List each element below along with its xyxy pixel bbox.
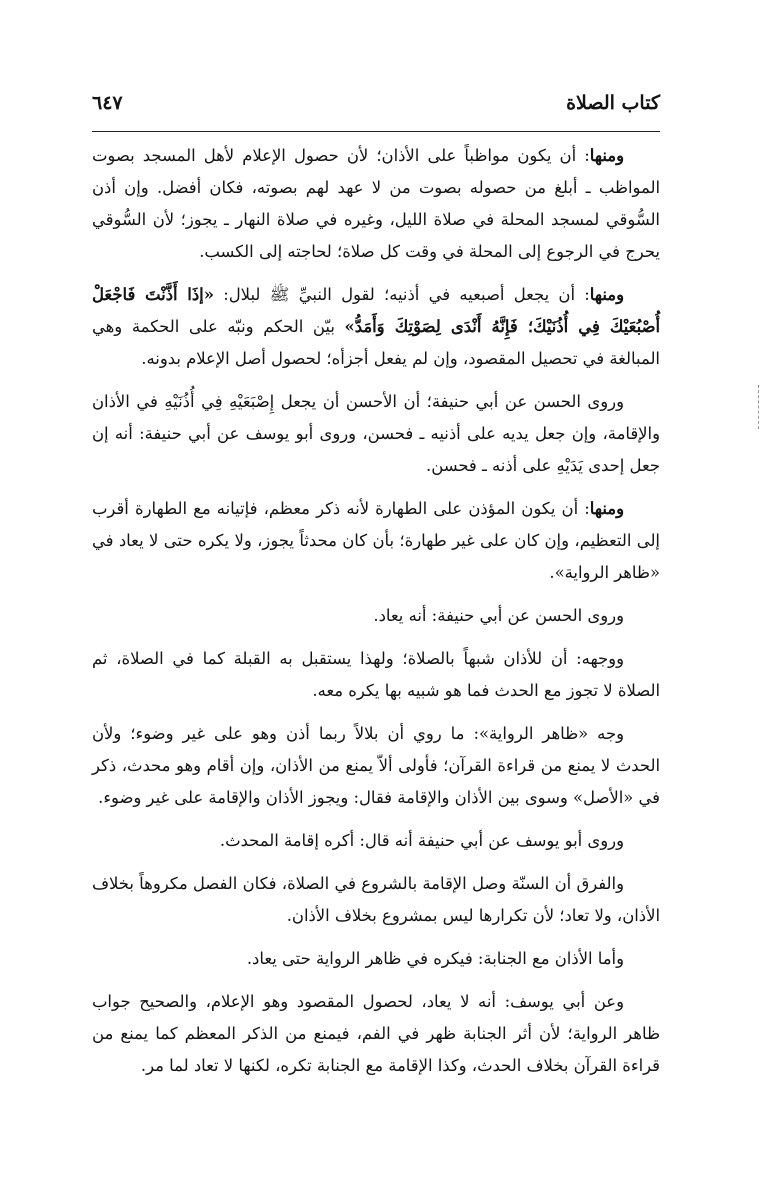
page-header xyxy=(92,88,660,128)
hadith-quote: «إذَا أَذَّنْتَ فَاجْعَلْ أُصْبُعَيْكَ فِي أُذُنَيْكَ؛ فَإِنَّهُ أَنْدَى لِصَوْتِكَ وَأَمَدُّ» xyxy=(92,285,660,336)
paragraph-text: : أن يجعل أصبعيه في أذنيه؛ لقول النبيِّ ﷺ لبلال: xyxy=(213,285,590,304)
page-number: ٦٤٧ xyxy=(92,92,123,114)
header-rule xyxy=(92,131,660,132)
running-title: كتاب الصلاة xyxy=(566,92,660,114)
paragraph-text: وروى الحسن عن أبي حنيفة: أنه يعاد. xyxy=(373,606,624,625)
paragraph-fingers-in-ears xyxy=(92,279,660,375)
paragraph-text: وأما الأذان مع الجنابة: فيكره في ظاهر الرواية حتى يعاد. xyxy=(246,949,624,968)
paragraph-hasan-narration xyxy=(92,386,660,482)
paragraph-abu-yusuf-janaba xyxy=(92,986,660,1082)
paragraph-reasoning xyxy=(92,643,660,707)
paragraph-abu-yusuf-iqama xyxy=(92,825,660,857)
paragraph-text: وروى أبو يوسف عن أبي حنيفة أنه قال: أكره إقامة المحدث. xyxy=(219,831,624,850)
paragraph-distinction xyxy=(92,868,660,932)
paragraph-lead: ومنها xyxy=(589,499,624,518)
paragraph-text: وجه «ظاهر الرواية»: ما روي أن بلالاً ربما أذن وهو على غير وضوء؛ ولأن الحدث لا يمنع من قراءة القرآن؛ فأولى ألاّ يمنع من الأذان، وإن أقام وهو محدث، ذكر في «الأصل» وسوى بين الأذان والإقامة فقال: ويجوز الأذان والإقامة على غير وضوء. xyxy=(92,724,660,807)
paragraph-lead: ومنها xyxy=(589,146,624,165)
paragraph-text: وروى الحسن عن أبي حنيفة؛ أن الأحسن أن يجعل إِصْبَعَيْهِ فِي أُذُنَيْهِ في الأذان والإقامة، وإن جعل يديه على أذنيه ـ فحسن، وروى أبو يوسف عن أبي حنيفة: أنه إن جعل إحدى يَدَيْهِ على أذنه ـ فحسن. xyxy=(92,392,660,475)
paragraph-purity xyxy=(92,493,660,589)
paragraph-text: : أن يكون المؤذن على الطهارة لأنه ذكر معظم، فإتيانه مع الطهارة أقرب إلى التعظيم، وإن كان على غير طهارة؛ بأن كان محدثاً يجوز، ولا يكره حتى لا يعاد في «ظاهر الرواية». xyxy=(92,499,660,582)
paragraph-janaba xyxy=(92,943,660,975)
paragraph-text: بيّن الحكم ونبّه على الحكمة وهي المبالغة في تحصيل المقصود، وإن لم يفعل أجزأه؛ لحصول أصل الإعلام بدونه. xyxy=(92,317,660,368)
paragraph-text: ووجهه: أن للأذان شبهاً بالصلاة؛ ولهذا يستقبل به القبلة كما في الصلاة، ثم الصلاة لا تجوز مع الحدث فما هو شبيه بها يكره معه. xyxy=(92,649,660,700)
paragraph-assiduity xyxy=(92,140,660,268)
paragraph-lead: ومنها xyxy=(589,285,624,304)
body-text xyxy=(92,140,660,1093)
paragraph-repeat-narration xyxy=(92,600,660,632)
margin-mark xyxy=(758,385,760,429)
paragraph-text: وعن أبي يوسف: أنه لا يعاد، لحصول المقصود وهو الإعلام، والصحيح جواب ظاهر الرواية؛ لأن أثر الجنابة ظهر في الفم، فيمنع من الذكر المعظم كما يمنع من قراءة القرآن بخلاف الحدث، وكذا الإقامة مع الجنابة تكره، لكنها لا تعاد لما مر. xyxy=(92,992,660,1075)
paragraph-text: والفرق أن السنّة وصل الإقامة بالشروع في الصلاة، فكان الفصل مكروهاً بخلاف الأذان، ولا تعاد؛ لأن تكرارها ليس بمشروع بخلاف الأذان. xyxy=(92,874,660,925)
paragraph-zahir-riwaya xyxy=(92,718,660,814)
paragraph-text: : أن يكون مواظباً على الأذان؛ لأن حصول الإعلام لأهل المسجد بصوت المواظب ـ أبلغ من حصوله بصوت من لا عهد لهم بصوته، فكان أفضل. وإن أذن السُّوقي لمسجد المحلة في صلاة الليل، وغيره في صلاة النهار ـ يجوز؛ لأن السُّوقي يحرج في الرجوع إلى المحلة في وقت كل صلاة؛ لحاجته إلى الكسب. xyxy=(92,146,660,261)
